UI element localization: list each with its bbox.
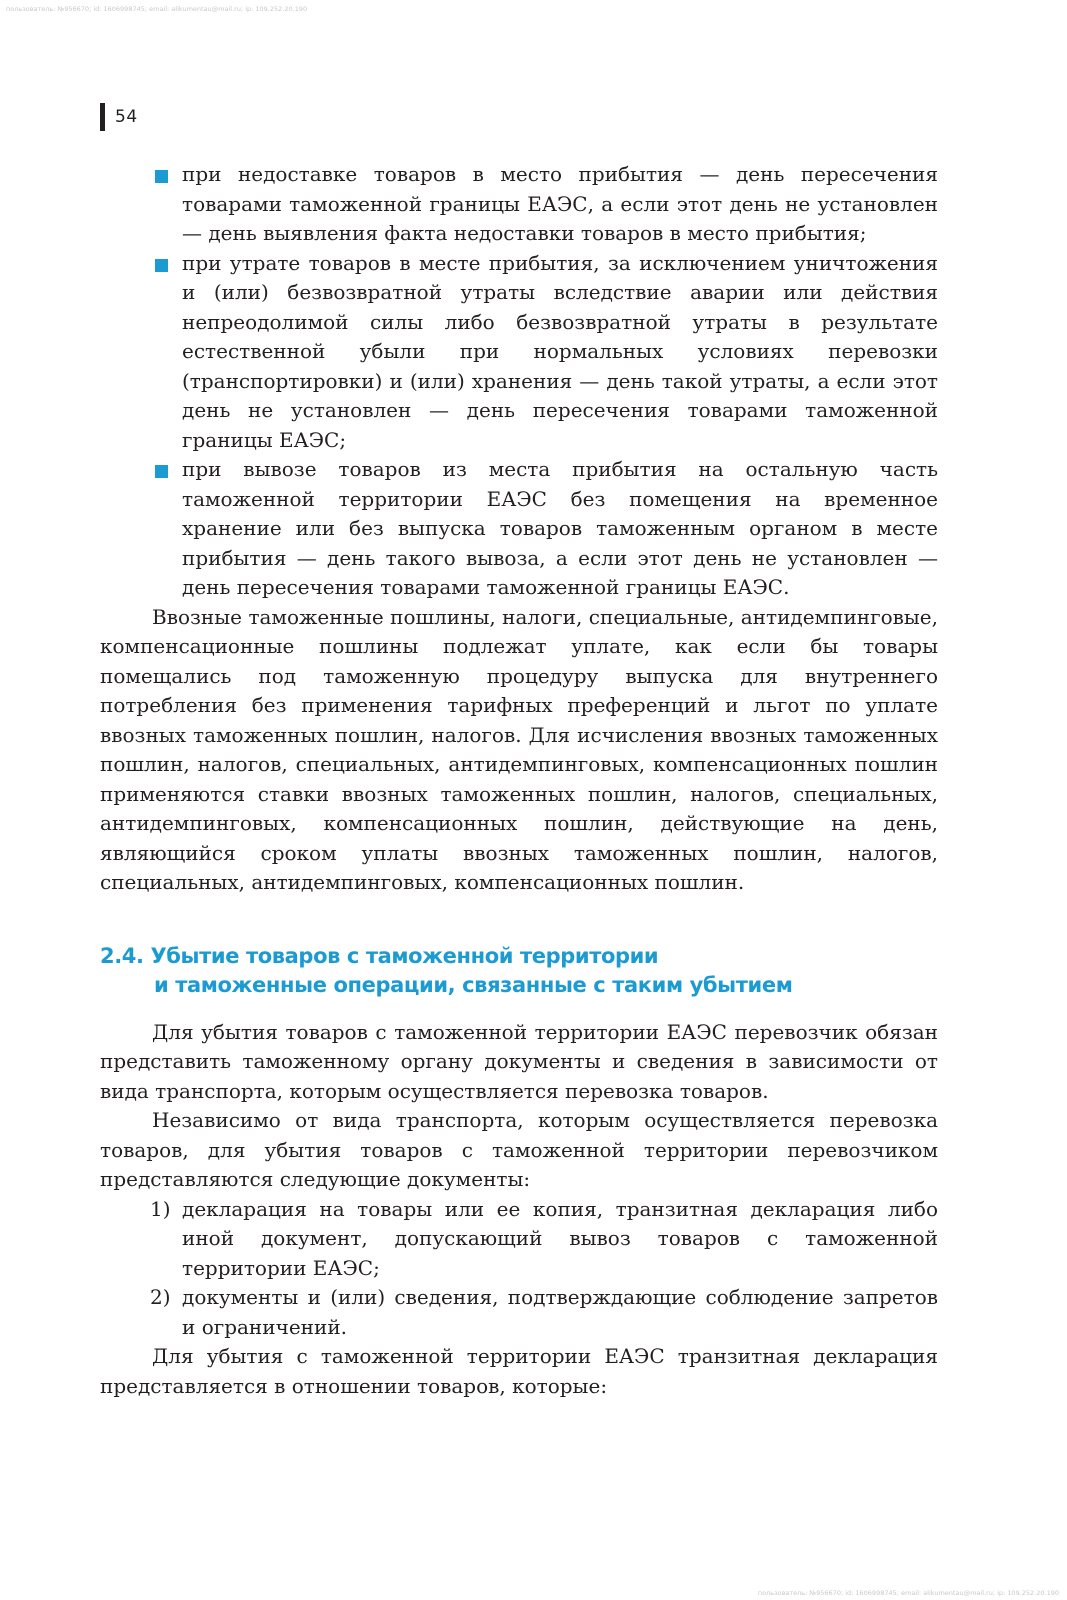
bullet-text: при недоставке товаров в место прибытия — день пересечения товарами таможенной границы ЕАЭС, а если этот день не установлен — день выявления факта недоставки товаров в место прибытия; xyxy=(182,162,938,245)
section-heading-line2: и таможенные операции, связанные с таким убытием xyxy=(154,972,793,997)
list-item xyxy=(100,1283,938,1342)
section-heading xyxy=(100,942,938,1000)
paragraph-transit: Для убытия с таможенной территории ЕАЭС транзитная декларация представляется в отношении товаров, которые: xyxy=(100,1344,938,1398)
square-bullet-icon xyxy=(155,465,168,478)
list-number: 2) xyxy=(150,1285,171,1309)
list-item xyxy=(100,249,938,456)
watermark-top: пользователь: №956670; id: 1606998745; email: alikumentau@mail.ru; ip: 109.252.20.190 xyxy=(6,5,308,13)
list-item-text: декларация на товары или ее копия, транзитная декларация либо иной документ, допускающий вывоз товаров с таможенной территории ЕАЭС; xyxy=(182,1196,938,1280)
bullet-text: при вывозе товаров из места прибытия на остальную часть таможенной территории ЕАЭС без помещения на временное хранение или без выпуска товаров таможенным органом в месте прибытия — день такого вывоза, а если этот день не установлен — день пересечения товарами таможенной границы ЕАЭС. xyxy=(182,457,938,599)
list-number: 1) xyxy=(150,1196,171,1221)
bullet-text: при утрате товаров в месте прибытия, за исключением уничтожения и (или) безвозвратной утраты вследствие аварии или действия непреодолимой силы либо безвозвратной утраты в результате естественной убыли при нормальных условиях перевозки (транспортировки) и (или) хранения — день такой утраты, а если этот день не установлен — день пересечения товарами таможенной границы ЕАЭС; xyxy=(182,250,938,452)
paragraph-independent: Независимо от вида транспорта, которым осуществляется перевозка товаров, для убытия товаров с таможенной территории перевозчиком представляются следующие документы: xyxy=(100,1108,938,1191)
square-bullet-icon xyxy=(155,259,168,272)
page-number: 54 xyxy=(115,107,138,127)
square-bullet-icon xyxy=(155,170,168,183)
paragraph-carrier: Для убытия товаров с таможенной территории ЕАЭС перевозчик обязан представить таможенному органу документы и сведения в зависимости от вида транспорта, которым осуществляется перевозка товаров. xyxy=(100,1019,938,1103)
watermark-bottom: пользователь: №956670; id: 1606998745; email: alikumentau@mail.ru; ip: 109.252.20.190 xyxy=(757,1589,1059,1597)
bullet-list xyxy=(100,160,938,603)
page-folio xyxy=(100,103,138,131)
list-item xyxy=(100,1195,938,1284)
numbered-list xyxy=(100,1195,938,1343)
section-heading-line1: 2.4. Убытие товаров с таможенной территории xyxy=(100,943,659,968)
list-item xyxy=(100,160,938,249)
page-body xyxy=(100,160,938,1401)
list-item xyxy=(100,455,938,603)
paragraph-duties: Ввозные таможенные пошлины, налоги, специальные, антидемпинговые, компенсационные пошлины подлежат уплате, как если бы товары помещались под таможенную процедуру выпуска для внутреннего потребления без применения тарифных преференций и льгот по уплате ввозных таможенных пошлин, налогов. Для исчисления ввозных таможенных пошлин, налогов, специальных, антидемпинговых, компенсационных пошлин применяются ставки ввозных таможенных пошлин, налогов, специальных, антидемпинговых, компенсационных пошлин, действующие на день, являющийся сроком уплаты ввозных таможенных пошлин, налогов, специальных, антидемпинговых, компенсационных пошлин. xyxy=(100,604,938,894)
list-item-text: документы и (или) сведения, подтверждающие соблюдение запретов и ограничений. xyxy=(182,1285,938,1339)
folio-bar xyxy=(100,103,105,131)
